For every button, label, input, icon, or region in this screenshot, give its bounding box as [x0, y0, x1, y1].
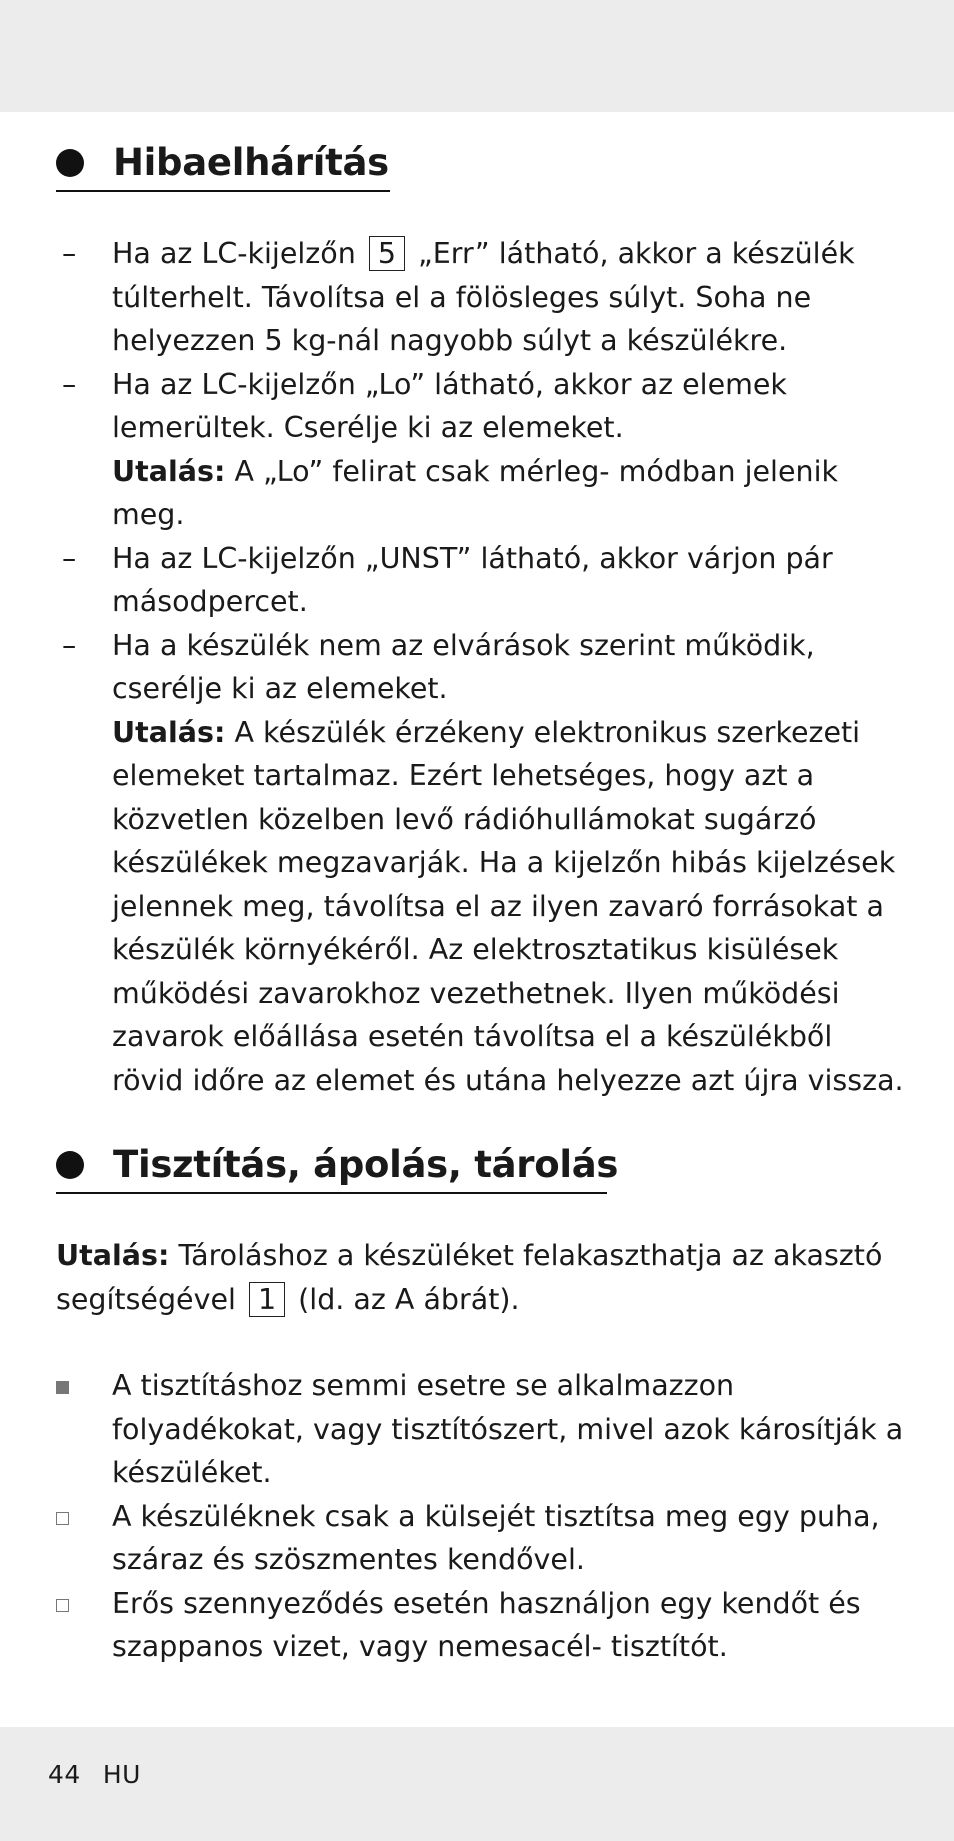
empty-square-bullet-icon — [56, 1599, 69, 1612]
item-text: A készüléknek csak a külsejét tisztítsa meg egy puha, száraz és szöszmentes kendővel. — [112, 1499, 880, 1576]
section-heading: Tisztítás, ápolás, tárolás — [113, 1143, 619, 1186]
reference-number-box: 1 — [249, 1282, 285, 1317]
note-text: A készülék érzékeny elektronikus szerkezeti elemeket tartalmaz. Ezért lehetséges, hogy azt a közvetlen közelben levő rádióhullámokat sugárzó készülékek megzavarják. Ha a kijelzőn hibás kijelzések jelennek meg, távolítsa el az ilyen zavaró forrásokat a készülék környékéről. Az elektrosztatikus kisülések működési zavarokhoz vezethetnek. Ilyen működési zavarok előállása esetén távolítsa el a készülékből rövid időre az elemet és utána helyezze azt újra vissza. — [112, 715, 904, 1097]
note-label: Utalás: — [112, 454, 226, 488]
title-underline — [56, 190, 390, 192]
storage-note — [56, 1234, 906, 1321]
note-label: Utalás: — [56, 1239, 170, 1272]
item-text: Ha a készülék nem az elvárások szerint működik, cserélje ki az elemeket. — [112, 628, 815, 705]
page-number: 44 — [48, 1760, 81, 1789]
note-text: A „Lo” felirat csak mérleg- módban jelenik meg. — [112, 454, 838, 531]
page-footer — [48, 1760, 163, 1789]
list-item — [56, 232, 906, 363]
item-text: Erős szennyeződés esetén használjon egy kendőt és szappanos vizet, vagy nemesacél- tisztítót. — [112, 1586, 861, 1663]
title-bullet-icon — [56, 1151, 84, 1179]
list-item — [56, 1495, 906, 1582]
list-item — [56, 1364, 906, 1495]
list-item — [56, 537, 906, 624]
note-text: (ld. az A ábrát). — [298, 1282, 520, 1316]
dash-marker: – — [62, 237, 77, 270]
dash-marker: – — [62, 541, 77, 575]
title-bullet-icon — [56, 149, 84, 177]
header-band — [0, 0, 954, 112]
cleaning-list — [56, 1364, 906, 1669]
section-title-troubleshooting — [56, 141, 389, 185]
item-text: Ha az LC-kijelzőn „Lo” látható, akkor az elemek lemerültek. Cserélje ki az elemeket. — [112, 367, 787, 444]
note — [56, 450, 906, 537]
troubleshooting-content — [56, 232, 906, 1102]
list-item — [56, 624, 906, 711]
section-heading: Hibaelhárítás — [113, 141, 389, 184]
language-code: HU — [102, 1760, 141, 1789]
note — [56, 711, 906, 1103]
empty-square-bullet-icon — [56, 1512, 69, 1525]
item-text: Ha az LC-kijelzőn — [112, 237, 356, 270]
list-item — [56, 1582, 906, 1669]
item-text: Ha az LC-kijelzőn „UNST” látható, akkor várjon pár másodpercet. — [112, 541, 833, 618]
note-label: Utalás: — [112, 715, 226, 749]
title-underline — [56, 1192, 607, 1194]
item-text: „Err” látható, akkor a készülék túlterhelt. Távolítsa el a fölösleges súlyt. Soha ne helyezzen 5 kg-nál nagyobb súlyt a készülékre. — [112, 237, 855, 357]
section-title-cleaning — [56, 1143, 618, 1187]
item-text: A tisztításhoz semmi esetre se alkalmazzon folyadékokat, vagy tisztítószert, mivel azok károsítják a készüléket. — [112, 1369, 904, 1489]
dash-marker: – — [62, 628, 77, 662]
reference-number-box: 5 — [369, 236, 405, 271]
dash-marker: – — [62, 367, 77, 401]
list-item — [56, 363, 906, 450]
note-text: Tároláshoz a készüléket felakaszthatja az akasztó segítségével — [56, 1239, 883, 1316]
filled-square-bullet-icon — [56, 1381, 69, 1394]
